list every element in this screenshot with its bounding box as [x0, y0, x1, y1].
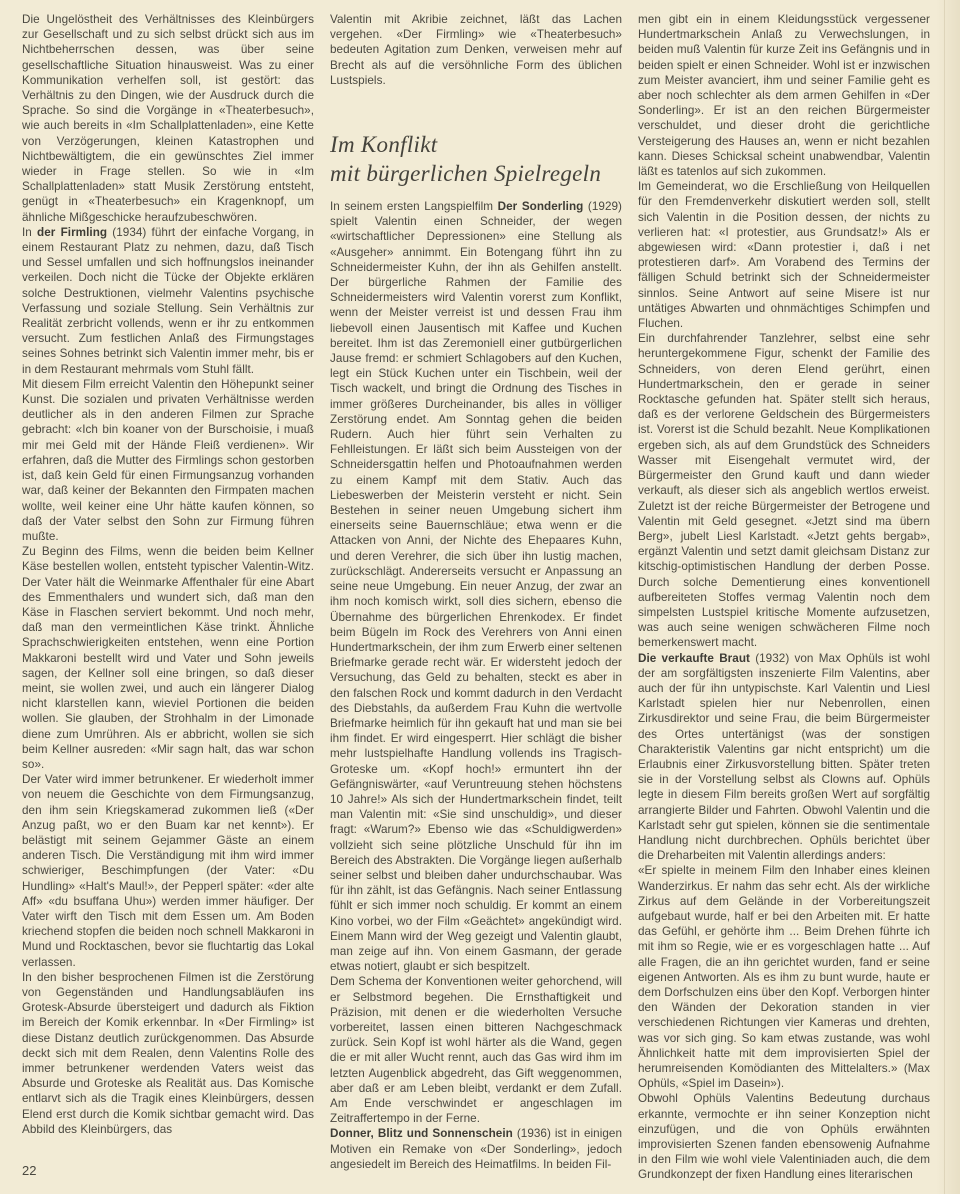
paragraph: Die verkaufte Braut (1932) von Max Ophüls ist wohl der am sorgfältigsten inszenierte Film Valentins, aber auch der für ihn untypischste. Karl Valentin und Liesl Karlstadt spielen hier nur Nebenrollen, einen Zirkusdirektor und seine Frau, die beim Bürgermeister des Ortes untertänigst (was der sonstigen Charakteristik Valentins gar nicht entspricht) um die Erlaubnis einer Zirkusvorstellung bitten. Später treten sie in der Vorstellung selbst als Clowns auf. Ophüls legte in diesem Film bereits großen Wert auf sorgfältig arrangierte Bilder und Fahrten. Obwohl Valentin und die Karlstadt sehr gut spielen, können sie die sentimentale Handlung nicht durchbrechen. Ophüls berichtet über die Dreharbeiten mit Valentin allerdings anders: — [638, 651, 930, 863]
paragraph: Die Ungelöstheit des Verhältnisses des Kleinbürgers zur Gesellschaft und zu sich selbst drückt sich aus im Nichtbeherrschen dessen, was über seine gesellschaftliche Situation hinausweist. Was zu einer Kommunikation verhelfen soll, ist gestört: das Verhältnis zu den Dingen, wie der Ausdruck durch die Sprache. So sind die Vorgänge in «Theaterbesuch», wie auch bereits in «Im Schallplattenladen», eine Kette von Verzögerungen, kleinen Katastrophen und Nichtbewältigtem, die ein gewünschtes Ziel immer wieder in Frage stellen. So wie in «Im Schallplattenladen» statt Musik Zerstörung entsteht, genügt in «Theaterbesuch» ein Kragenknopf, um ähnliche Mißgeschicke heraufzubeschwören. — [22, 13, 314, 224]
paragraph: In der Firmling (1934) führt der einfache Vorgang, in einem Restaurant Platz zu nehmen, dazu, daß Tisch und Sessel umfallen und sich hoffnungslos ineinander verkeilen. Doch nicht die Tücke der Objekte erklären solche Destruktionen, vielmehr Valentins psychische Verfassung und soziale Stellung. Sein Verhältnis zur Realität zerbricht vollends, wenn er ihr zu entkommen versucht. Zum festlichen Anlaß des Firmungstages seines Sohnes betrinkt sich Valentin immer mehr, bis er in dem Restaurant mehrmals vom Stuhl fällt. — [22, 225, 314, 376]
paragraph: «Er spielte in meinem Film den Inhaber eines kleinen Wanderzirkus. Er nahm das sehr echt. Als der wirkliche Zirkus auf dem Gelände in der Vorbereitungszeit aufgebaut wurde, half er bei den Arbeiten mit. Er hatte das Gefühl, er gehörte ihm ... Beim Drehen führte ich mit ihm so Regie, wie er es vorgeschlagen hatte ... Auf alle Fragen, die an ihn gerichtet wurden, fand er seine eigenen Antworten. Als es ihm zu bunt wurde, haute er dem Dorfschulzen eins über den Kopf. Verborgen hinter den Wänden der Dekoration standen in vier verschiedenen Richtungen vier Kameras und drehten, was vor sich ging. So kam etwas zustande, was wohl Ähnlichkeit hatte mit dem improvisierten Spiel der herumreisenden Komödianten des Mittelalters.» (Max Ophüls, «Spiel im Dasein»). — [638, 864, 930, 1091]
paragraph: In seinem ersten Langspielfilm Der Sonderling (1929) spielt Valentin einen Schneider, der wegen «wirtschaftlicher Depressionen» eine Stellung als «Ausgeher» annimmt. Ein Botengang führt ihn zu Schneidermeister Kuhn, der ihn als Gehilfen anstellt. Der bürgerliche Rahmen der Familie des Schneidermeisters wird Valentin vorerst zum Konflikt, wenn der Meister verreist ist und dessen Frau ihm liebevoll einen Jausentisch mit Kaffee und Kuchen bereitet. Ihm ist das Zeremoniell einer gutbürgerlichen Jause fremd: er schmiert Schlagobers auf den Kuchen, legt ein Stück Kuchen unter ein Tischbein, weil der Tisch wackelt, und bringt die Ordnung des Tisches in immer größeres Durcheinander, bis alles in völliger Zerstörung endet. Am Sonntag gehen die beiden Rudern. Auch hier führt sein Verhalten zu Fehlleistungen. Er läßt sich beim Aussteigen von der Schneidersgattin helfen und Photoaufnahmen werden zu einem Kampf mit dem Stativ. Auch das Liebeswerben der Meisterin versteht er nicht. Sein Bestehen in seiner neuen Umgebung sichert ihm einerseits seine Bauernschläue; etwa wenn er die Attacken von Anni, der Nichte des Ehepaares Kuhn, und deren Verehrer, die sich über ihn lustig machen, zurückschlägt. Andererseits versucht er Anpassung an seine neue Umgebung. Ein neuer Anzug, der zwar an ihm noch komisch wirkt, soll dies sichern, ebenso die Übernahme des bürgerlichen Ehrenkodex. Er findet beim Bügeln im Rock des Verehrers von Anni einen Hundertmarkschein, der ihm zum Erwerb einer seltenen Briefmarke gerade recht wär. Er widersteht jedoch der Versuchung, das Geld zu behalten, steckt es aber in den falschen Rock und kommt dadurch in den Verdacht des Diebstahls, da außerdem Frau Kuhn die wertvolle Briefmarke heimlich für ihn gekauft hat und man sie bei ihm findet. Er wird eingesperrt. Hier schlägt die bisher mehr lustspielhafte Handlung vollends ins Tragisch-Groteske um. «Kopf hoch!» ermuntert ihn der Gefängniswärter, «auf Veruntreuung stehen höchstens 10 Jahre!» Als sich der Hundertmarkschein findet, teilt man Valentin mit: «Sie sind unschuldig», und dieser fragt: «Warum?» Ebenso wie das «Schuldigwerden» vollzieht sich seine plötzliche Unschuld für ihn im Bereich des Abstrakten. Die Vorgänge liegen außerhalb seiner selbst und bleiben daher undurchschaubar. Was für ihn zählt, ist das Gefängnis. Nach seiner Entlassung fühlt er sich immer noch schuldig. Er kommt an einem Kino vorbei, wo der Film «Geächtet» angekündigt wird. Einem Mann wird der Weg gezeigt und Valentin glaubt, man zeige auf ihn. Von einem Gasmann, der gerade etwas notiert, glaubt er sich bespitzelt. — [330, 200, 622, 974]
column-3 — [638, 12, 930, 1183]
paragraph: Donner, Blitz und Sonnenschein (1936) ist in einigen Motiven ein Remake von «Der Sonderling», jedoch angesiedelt im Bereich des Heimatfilms. In beiden Fil- — [330, 1127, 622, 1171]
paragraph: Obwohl Ophüls Valentins Bedeutung durchaus erkannte, vermochte er ihn seiner Konzeption nicht einzufügen, und die von Ophüls erwähnten improvisierten Szenen fanden ebensowenig Aufnahme in den Film wie wohl viele Valentiniaden auch, die dem Grundkonzept der fixen Handlung eines literarischen — [638, 1092, 930, 1182]
column-1 — [22, 12, 314, 1183]
section-heading: Im Konflikt mit bürgerlichen Spielregeln — [330, 132, 602, 187]
page-edge-crease — [944, 0, 945, 1194]
paragraph: Dem Schema der Konventionen weiter gehorchend, will er Selbstmord begehen. Die Ernsthaftigkeit und Präzision, mit denen er die wiederholten Versuche vorbereitet, lassen einen bitteren Nachgeschmack zurück. Sein Kopf ist wohl härter als die Wand, gegen die er mit aller Wucht rennt, auch das Gas wird ihm im letzten Augenblick abgedreht, das Gift weggenommen, aber daß er am Leben bleibt, verdankt er dem Zufall. Am Ende verschwindet er angeschlagen im Zeitraffertempo in der Ferne. — [330, 975, 622, 1126]
paragraph: men gibt ein in einem Kleidungsstück vergessener Hundertmarkschein Anlaß zu Verwechslungen, in beiden muß Valentin für kurze Zeit ins Gefängnis und in beiden spielt er einen Schneider. Wohl ist er inzwischen zum Meister avanciert, ihm und seiner Familie geht es aber noch schlechter als dem armen Gehilfen in «Der Sonderling». Er ist an den reichen Bürgermeister verschuldet, und dieser droht die gerichtliche Versteigerung des Hauses an, wenn er nicht bezahlen kann. Dieses Schicksal scheint unabwendbar, Valentin läßt es tatenlos auf sich zukommen. — [638, 13, 930, 179]
paragraph: Valentin mit Akribie zeichnet, läßt das Lachen vergehen. «Der Firmling» wie «Theaterbesuch» bedeuten Agitation zum Denken, verweisen mehr auf Brecht als auf die versöhnliche Form des üblichen Lustspiels. — [330, 13, 622, 87]
page-edge-shading — [936, 0, 960, 1194]
column-2 — [330, 12, 622, 1183]
page-number: 22 — [22, 1163, 37, 1178]
paragraph: Zu Beginn des Films, wenn die beiden beim Kellner Käse bestellen wollen, entsteht typischer Valentin-Witz. Der Vater hält die Weinmarke Affenthaler für eine Abart des Emmenthalers und wundert sich, daß man den Käse in Flaschen serviert bekommt. Und noch mehr, daß man den vermeintlichen Käse trinkt. Ähnliche Sprachschwierigkeiten entstehen, wenn eine Portion Makkaroni bestellt wird und Vater und Sohn jeweils sagen, der Kellner soll eine bringen, so daß dieser meint, sie wollen zwei, und auch ein längerer Dialog nicht klarstellen kann, wieviel Portionen die beiden wollen. Sie glauben, der Strohhalm in der Limonade diene zum Umrühren. Als er abbricht, wollen sie sich beim Kellner ausreden: «Mir sagn halt, das war schon so». — [22, 545, 314, 771]
paragraph: Der Vater wird immer betrunkener. Er wiederholt immer von neuem die Geschichte von dem Firmungsanzug, den ihm sein Kriegskamerad zukommen ließ («Der Anzug paßt, wo er den Buam kar net kennt»). Er belästigt mit seinem Gejammer Gäste an einem anderen Tisch. Die Verständigung mit ihm wird immer schwieriger, Beschimpfungen (der Vater: «Du Hundling» «Halt's Maul!», der Pepperl später: «der alte Aff» «du bsuffana Uhu») werden immer häufiger. Der Vater wirft den Tisch mit dem Essen um. Am Boden kriechend stopfen die beiden noch schnell Makkaroni in Mund und Rocktaschen, bevor sie fluchtartig das Lokal verlassen. — [22, 773, 314, 969]
text-columns — [22, 12, 930, 1183]
paragraph: Im Gemeinderat, wo die Erschließung von Heilquellen für den Fremdenverkehr diskutiert werden soll, stellt sich Valentin in die Position dessen, der nichts zu verlieren hat: «I protestier, aus Grundsatz!» Als er abgewiesen wird: «Dann protestier i, daß i net protestieren darf». Am Vorabend des Termins der fälligen Schuld betrinkt sich der Schneidermeister sinnlos. Seine Antwort auf seine Misere ist nur untätiges Abwarten und ohnmächtiges Schimpfen und Fluchen. — [638, 180, 930, 331]
paragraph: Mit diesem Film erreicht Valentin den Höhepunkt seiner Kunst. Die sozialen und privaten Verhältnisse werden deutlicher als in den anderen Filmen zur Sprache gebracht: «Ich bin koaner von der Burschoisie, i muaß mir mei Geld mit der Hände Fleiß verdienen». Wir erfahren, daß die Mutter des Firmlings schon gestorben ist, daß kein Geld für einen Firmungsanzug vorhanden war, daß keiner der Bekannten den Firmpaten machen wollte, weil keiner eine Uhr hätte kaufen können, so daß der Vater selbst den Sohn zur Firmung führen mußte. — [22, 377, 314, 543]
paragraph: In den bisher besprochenen Filmen ist die Zerstörung von Gegenständen und Handlungsabläufen ins Grotesk-Absurde übersteigert und dadurch als Fiktion im Bereich der Komik erkennbar. In «Der Firmling» ist diese Distanz deutlich zurückgenommen. Das Absurde deckt sich mit dem Realen, denn Valentins Rolle des immer betrunkener werdenden Vaters weist das Absurde und Groteske als Realität aus. Das Komische entlarvt sich als die Tragik eines Kleinbürgers, dessen Elend erst durch die Komik sichtbar gemacht wird. Das Abbild des Kleinbürgers, das — [22, 970, 314, 1136]
paragraph: Ein durchfahrender Tanzlehrer, selbst eine sehr heruntergekommene Figur, schenkt der Familie des Schneiders, von deren Elend gerührt, einen Hundertmarkschein, den er gerade in seiner Rocktasche gefunden hat. Später stellt sich heraus, daß es der verlorene Geldschein des Bürgermeisters ist. Vorerst ist die Schuld bezahlt. Neue Komplikationen ergeben sich, als auf dem Grundstück des Schneiders Wasser mit Eisengehalt vermutet wird, der Bürgermeister den Grund kauft und dann wieder verkauft, als dieser sich als angeblich wertlos erweist. Zuletzt ist der reiche Bürgermeister der Betrogene und Valentin mit Geld gesegnet. «Jetzt sind ma übern Berg», jubelt Liesl Karlstadt. «Jetzt gehts bergab», ergänzt Valentin und setzt damit gleichsam Distanz zur kitschig-optimistischen Handlung der derben Posse. Durch solche Dementierung eines konventionell aufbereiteten Stoffes vermag Valentin noch dem simpelsten Lustspiel kritische Momente aufzusetzen, was auch seine wenigen schwächeren Filme noch bemerkenswert macht. — [638, 332, 930, 650]
